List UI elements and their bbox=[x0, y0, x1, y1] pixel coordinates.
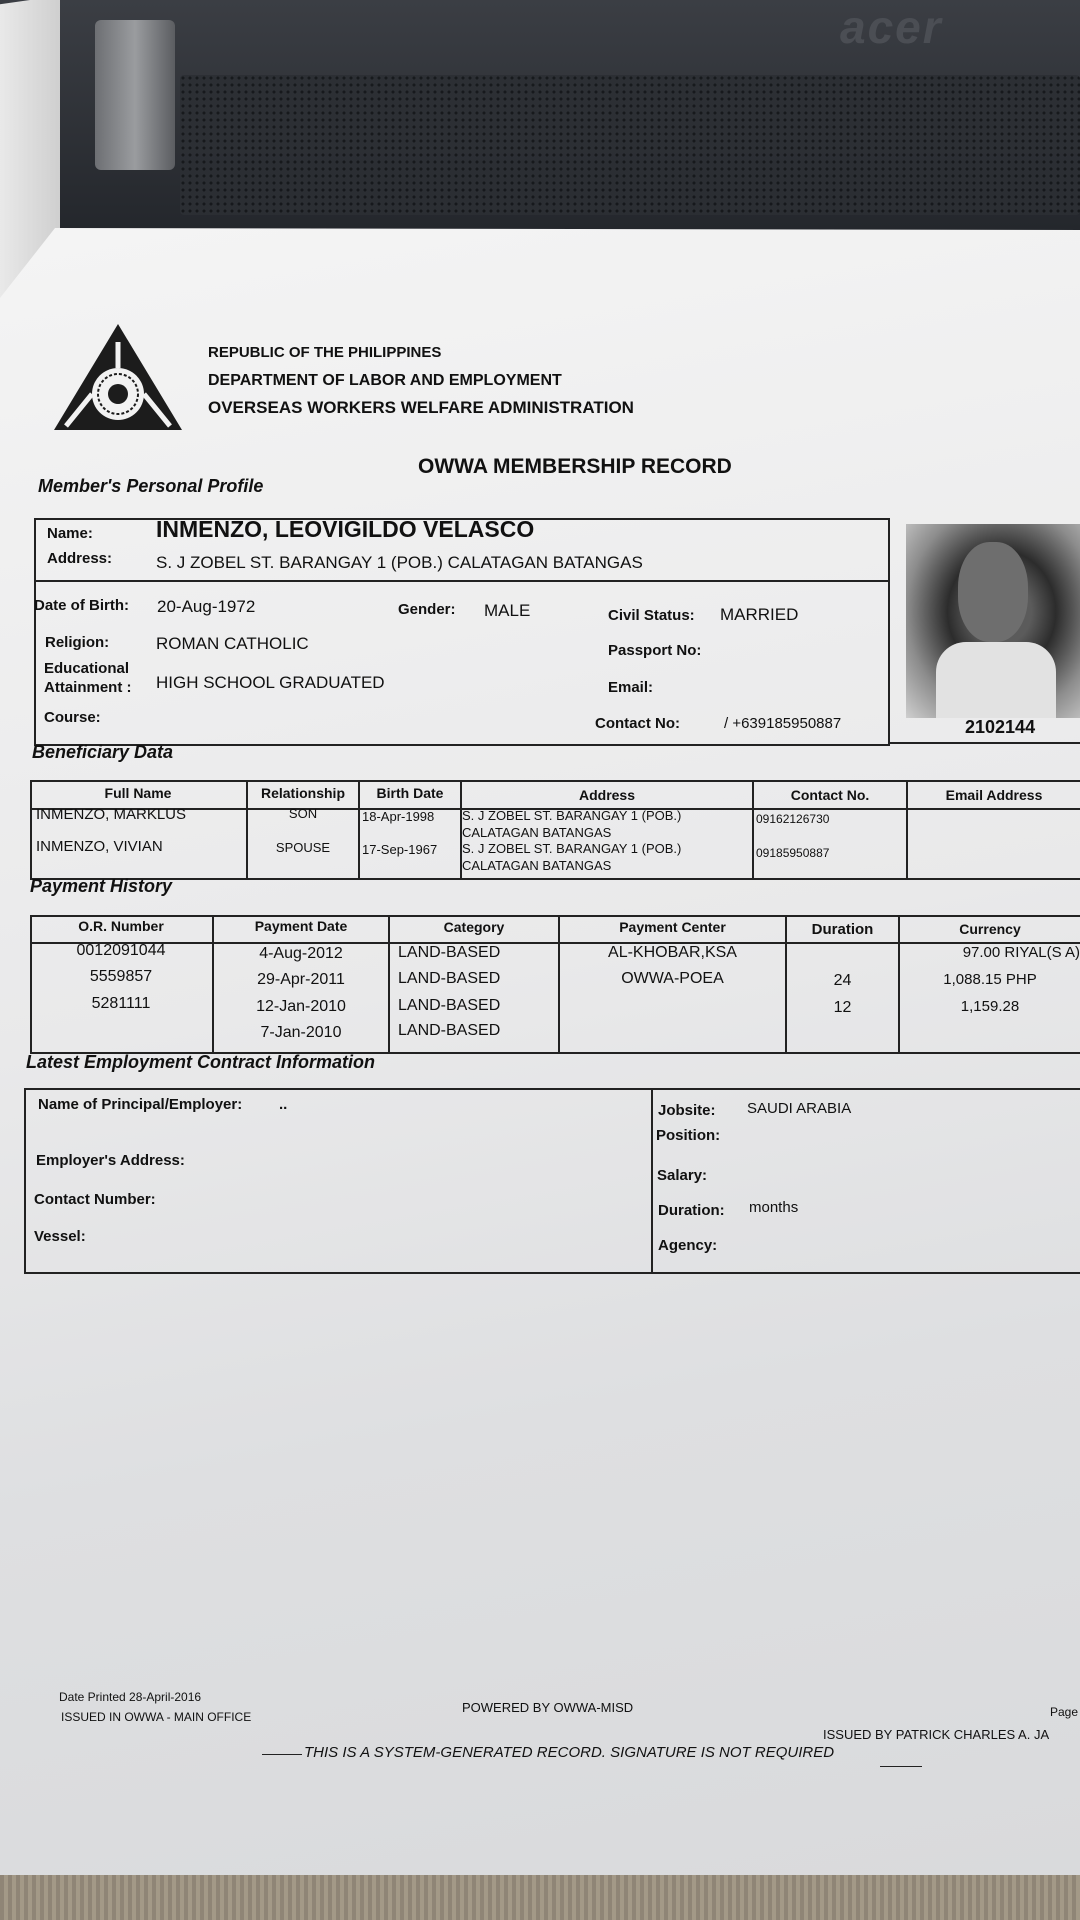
member-photo bbox=[906, 524, 1080, 718]
col-payment-center: Payment Center bbox=[619, 919, 726, 935]
table-cell: LAND-BASED bbox=[398, 1022, 501, 1039]
member-contact: / +639185950887 bbox=[724, 715, 842, 732]
contact-number-label: Contact Number: bbox=[34, 1191, 156, 1208]
col-duration: Duration bbox=[811, 921, 874, 938]
member-dob: 20-Aug-1972 bbox=[157, 597, 256, 616]
duration-value: months bbox=[749, 1199, 799, 1216]
section-title-beneficiary: Beneficiary Data bbox=[32, 742, 174, 762]
table-cell: AL-KHOBAR,KSA bbox=[608, 944, 737, 961]
section-title-profile: Member's Personal Profile bbox=[38, 476, 264, 496]
table-cell: 29-Apr-2011 bbox=[257, 971, 345, 988]
contact-label: Contact No: bbox=[595, 715, 680, 732]
table-cell: 1,088.15 PHP bbox=[943, 971, 1037, 988]
member-civil-status: MARRIED bbox=[720, 605, 799, 624]
member-education: HIGH SCHOOL GRADUATED bbox=[156, 673, 385, 692]
table-cell: 24 bbox=[833, 972, 852, 989]
table-cell: SON bbox=[288, 806, 318, 821]
table-cell: LAND-BASED bbox=[398, 944, 501, 961]
member-id: 2102144 bbox=[965, 717, 1036, 737]
table-row: 7-Jan-2010 bbox=[260, 1024, 342, 1041]
col-payment-date: Payment Date bbox=[254, 918, 348, 934]
header-department: DEPARTMENT OF LABOR AND EMPLOYMENT bbox=[208, 372, 562, 389]
table-cell: LAND-BASED bbox=[398, 997, 501, 1014]
member-address: S. J ZOBEL ST. BARANGAY 1 (POB.) CALATAGAN BATANGAS bbox=[156, 553, 643, 572]
issued-in: ISSUED IN OWWA - MAIN OFFICE bbox=[61, 1710, 252, 1724]
employer-label: Name of Principal/Employer: bbox=[38, 1096, 243, 1113]
course-label: Course: bbox=[44, 709, 101, 726]
col-contact: Contact No. bbox=[790, 787, 870, 803]
col-birth-date: Birth Date bbox=[376, 785, 444, 801]
education-label-2: Attainment : bbox=[44, 679, 132, 696]
table-cell: 1,159.28 bbox=[960, 998, 1020, 1015]
col-full-name: Full Name bbox=[104, 785, 172, 801]
table-cell: S. J ZOBEL ST. BARANGAY 1 (POB.) bbox=[462, 808, 682, 823]
table-cell: 09162126730 bbox=[756, 812, 830, 826]
page-number: Page bbox=[1050, 1705, 1079, 1719]
page-title: OWWA MEMBERSHIP RECORD bbox=[418, 455, 732, 478]
col-relationship: Relationship bbox=[260, 785, 345, 801]
member-gender: MALE bbox=[484, 601, 531, 620]
email-label: Email: bbox=[608, 679, 654, 696]
table-cell: CALATAGAN BATANGAS bbox=[462, 825, 612, 840]
col-category: Category bbox=[443, 919, 505, 935]
vessel-label: Vessel: bbox=[34, 1228, 86, 1245]
position-label: Position: bbox=[656, 1127, 721, 1144]
table-row: 0012091044 bbox=[76, 942, 166, 959]
table-cell: SPOUSE bbox=[275, 840, 331, 855]
employer-value: .. bbox=[279, 1096, 288, 1113]
table-row: 5559857 bbox=[89, 968, 153, 985]
table-cell: 12-Jan-2010 bbox=[256, 998, 346, 1015]
member-religion: ROMAN CATHOLIC bbox=[156, 634, 309, 653]
member-name: INMENZO, LEOVIGILDO VELASCO bbox=[156, 516, 535, 542]
col-or-number: O.R. Number bbox=[78, 918, 164, 934]
table-cell: 17-Sep-1967 bbox=[362, 842, 438, 857]
table-cell: 4-Aug-2012 bbox=[259, 945, 343, 962]
table-cell: 97.00 RIYAL(S A) bbox=[962, 944, 1080, 961]
table-cell: LAND-BASED bbox=[398, 970, 501, 987]
table-row: INMENZO, VIVIAN bbox=[36, 838, 163, 855]
section-title-payment: Payment History bbox=[30, 876, 173, 896]
religion-label: Religion: bbox=[45, 634, 110, 651]
owwa-logo-icon bbox=[52, 322, 184, 434]
jobsite-value: SAUDI ARABIA bbox=[747, 1100, 852, 1117]
table-row: INMENZO, MARKLUS bbox=[36, 806, 187, 823]
jobsite-label: Jobsite: bbox=[658, 1102, 716, 1119]
header-agency: OVERSEAS WORKERS WELFARE ADMINISTRATION bbox=[208, 398, 634, 417]
table-cell: 09185950887 bbox=[756, 846, 830, 860]
powered-by: POWERED BY OWWA-MISD bbox=[462, 1700, 634, 1715]
laptop-brand-logo: acer bbox=[840, 1, 943, 53]
name-label: Name: bbox=[47, 525, 93, 542]
table-surface bbox=[0, 1875, 1080, 1920]
table-row: 5281111 bbox=[91, 995, 151, 1012]
agency-label: Agency: bbox=[658, 1237, 718, 1254]
table-cell: 12 bbox=[833, 999, 852, 1016]
table-cell: S. J ZOBEL ST. BARANGAY 1 (POB.) bbox=[462, 841, 682, 856]
col-address: Address bbox=[578, 787, 636, 803]
gender-label: Gender: bbox=[398, 601, 456, 618]
employer-address-label: Employer's Address: bbox=[36, 1152, 185, 1169]
contract-box bbox=[24, 1088, 1080, 1274]
passport-label: Passport No: bbox=[608, 642, 702, 659]
col-email: Email Address bbox=[945, 787, 1043, 803]
system-notice: THIS IS A SYSTEM-GENERATED RECORD. SIGNATURE IS NOT REQUIRED bbox=[304, 1744, 835, 1761]
dob-label: Date of Birth: bbox=[34, 597, 129, 614]
col-currency: Currency bbox=[959, 921, 1021, 937]
education-label-1: Educational bbox=[44, 660, 130, 677]
salary-label: Salary: bbox=[657, 1167, 708, 1184]
civil-status-label: Civil Status: bbox=[608, 607, 695, 624]
address-label: Address: bbox=[47, 550, 113, 567]
table-cell: OWWA-POEA bbox=[621, 970, 724, 987]
table-cell: CALATAGAN BATANGAS bbox=[462, 858, 612, 873]
duration-label: Duration: bbox=[658, 1202, 725, 1219]
section-title-contract: Latest Employment Contract Information bbox=[26, 1052, 376, 1072]
header-republic: REPUBLIC OF THE PHILIPPINES bbox=[208, 344, 442, 361]
issued-by: ISSUED BY PATRICK CHARLES A. JA bbox=[823, 1727, 1050, 1742]
table-cell: 18-Apr-1998 bbox=[362, 809, 435, 824]
date-printed: Date Printed 28-April-2016 bbox=[59, 1690, 202, 1704]
